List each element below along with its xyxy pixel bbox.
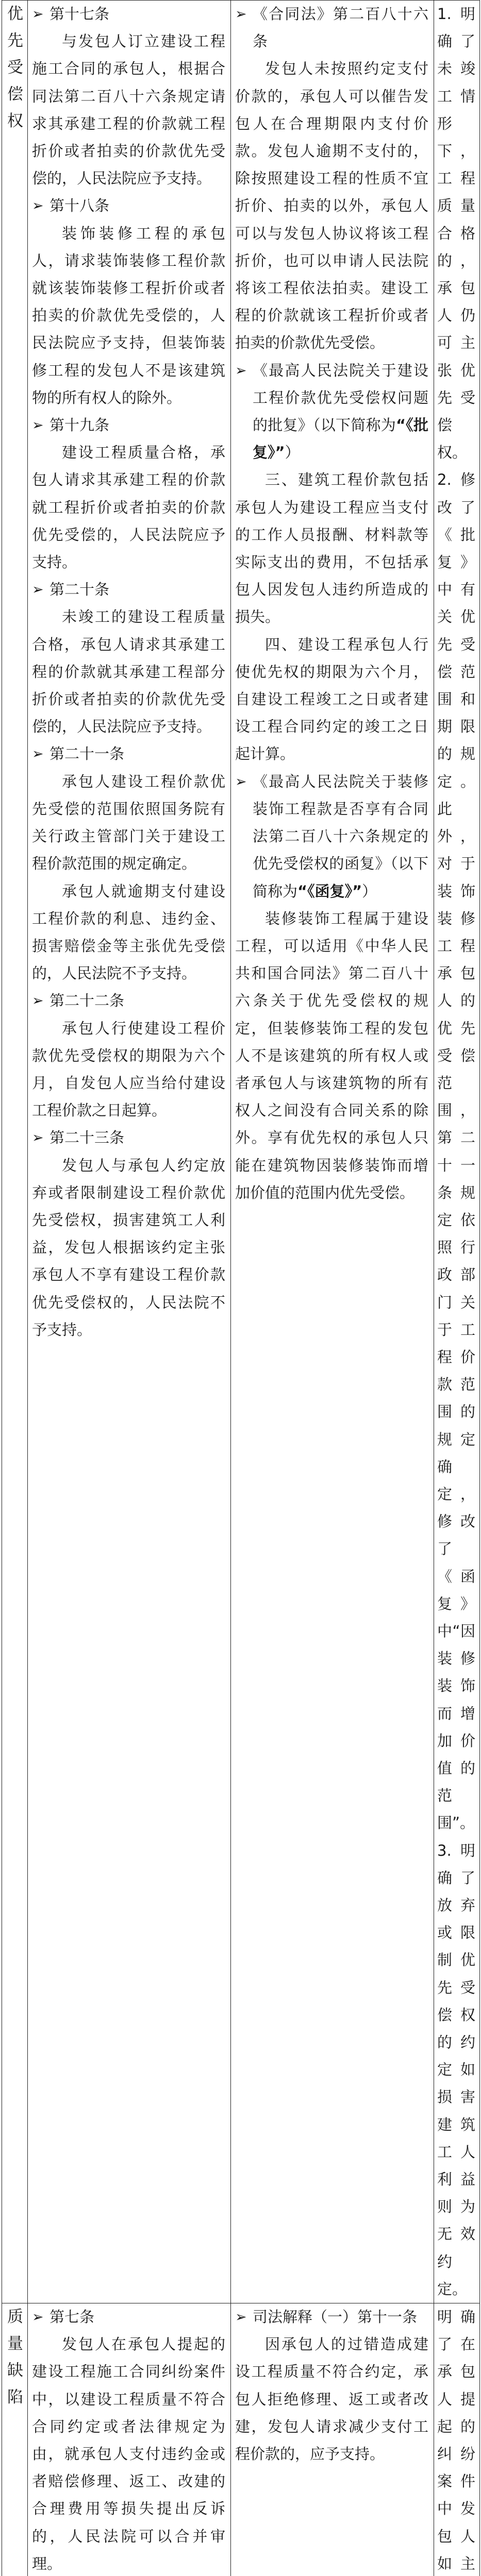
new-provisions-cell bbox=[28, 1, 231, 2303]
new-provisions-cell bbox=[28, 2303, 231, 2576]
article-text: 装饰装修工程的承包人，请求装饰装修工程价款就该装饰装修工程折价或者拍卖的价款优先受偿的，人民法院应予支持，但装饰装修工程的发包人不是该建筑物的所有权人的除外。 bbox=[32, 224, 225, 406]
article-heading: ➢ 第二十三条 bbox=[32, 1124, 225, 1151]
article-text: 建设工程质量合格，承包人请求其承建工程的价款就工程折价或者拍卖的价款优先受偿的，人民法院应予支持。 bbox=[32, 444, 225, 571]
bullet-arrow-icon: ➢ bbox=[235, 2309, 247, 2326]
note-text: 1.明确了未竣工情形下，工程质量合格的，承包人仍可主张优先受偿权。 bbox=[437, 5, 475, 462]
table-row-priority bbox=[2, 1, 480, 2303]
source-heading: ➢ 《合同法》第二百八十六条 bbox=[235, 1, 428, 55]
bullet-arrow-icon: ➢ bbox=[32, 1130, 44, 1146]
notes-cell bbox=[434, 1, 480, 2303]
article-heading: ➢ 第二十条 bbox=[32, 576, 225, 603]
bullet-arrow-icon: ➢ bbox=[32, 746, 44, 762]
source-text: 四、建设工程承包人行使优先权的期限为六个月，自建设工程竣工之日或者建设工程合同约定的竣工之日起计算。 bbox=[235, 635, 428, 763]
bullet-arrow-icon: ➢ bbox=[235, 6, 247, 22]
note-text: 2.修改了《批复》中有关优先受偿范围和期限的规定。此外，对于装饰装修工程承包人的优先受偿范围，第二十一条规定依照行政部门关于工程价款范围的规定确定，修改了《函复》中“因装修装饰而增加价值的范围”。 bbox=[437, 471, 475, 1832]
article-text: 承包人就逾期支付建设工程价款的利息、违约金、损害赔偿金等主张优先受偿的，人民法院不予支持。 bbox=[32, 882, 225, 982]
article-heading: ➢ 第二十一条 bbox=[32, 740, 225, 768]
short-name: “《批复》” bbox=[253, 416, 428, 462]
source-text: 装修装饰工程属于建设工程，可以适用《中华人民共和国合同法》第二百八十六条关于优先受偿权的规定，但装修装饰工程的发包人不是该建筑的所有权人或者承包人与该建筑物的所有权人之间没有合同关系的除外。享有优先权的承包人只能在建筑物因装修装饰而增加价值的范围内优先受偿。 bbox=[235, 909, 428, 1201]
bullet-arrow-icon: ➢ bbox=[32, 417, 44, 434]
article-heading: ➢ 第十七条 bbox=[32, 1, 225, 28]
article-heading: ➢ 第七条 bbox=[32, 2303, 225, 2331]
source-text: 三、建筑工程价款包括承包人为建设工程应当支付的工作人员报酬、材料款等实际支出的费用，不包括承包人因发包人违约所造成的损失。 bbox=[235, 471, 428, 626]
bullet-arrow-icon: ➢ bbox=[235, 773, 247, 790]
bullet-arrow-icon: ➢ bbox=[235, 362, 247, 379]
article-heading: ➢ 第十九条 bbox=[32, 412, 225, 439]
comparison-table bbox=[2, 0, 480, 2576]
bullet-arrow-icon: ➢ bbox=[32, 582, 44, 598]
category-label: 质量缺陷 bbox=[7, 2308, 23, 2407]
article-text: 发包人在承包人提起的建设工程施工合同纠纷案件中，以建设工程质量不符合合同约定或者法律规定为由，就承包人支付违约金或者赔偿修理、返工、改建的合理费用等损失提出反诉的，人民法院可以合并审理。 bbox=[32, 2335, 225, 2572]
category-cell bbox=[2, 2303, 28, 2576]
bullet-arrow-icon: ➢ bbox=[32, 2309, 44, 2326]
article-text: 未竣工的建设工程质量合格，承包人请求其承建工程的价款就其承建工程部分折价或者拍卖的价款优先受偿的，人民法院应予支持。 bbox=[32, 608, 225, 736]
article-heading: ➢ 第二十二条 bbox=[32, 987, 225, 1014]
short-name: “《函复》” bbox=[297, 882, 362, 900]
notes-cell bbox=[434, 2303, 480, 2576]
table-row-quality bbox=[2, 2303, 480, 2576]
old-provisions-cell bbox=[231, 2303, 434, 2576]
bullet-arrow-icon: ➢ bbox=[32, 198, 44, 214]
note-text: 明确了在承包人提起的纠纷案件中发包人如主 bbox=[437, 2308, 475, 2572]
article-heading: ➢ 第十八条 bbox=[32, 192, 225, 219]
old-provisions-cell bbox=[231, 1, 434, 2303]
source-heading: ➢ 《最高人民法院关于建设工程价款优先受偿权问题的批复》（以下简称为“《批复》”） bbox=[235, 357, 428, 467]
source-heading: ➢ 《最高人民法院关于装修装饰工程款是否享有合同法第二百八十六条规定的优先受偿权的函复》（以下简称为“《函复》”） bbox=[235, 768, 428, 905]
category-cell bbox=[2, 1, 28, 2303]
note-text: 3.明确了放弃或限制优先受偿权的约定如损害建筑工人利益则为无效约定。 bbox=[437, 1841, 475, 2298]
source-heading: ➢ 司法解释（一）第十一条 bbox=[235, 2303, 428, 2331]
source-text: 发包人未按照约定支付价款的，承包人可以催告发包人在合理期限内支付价款。发包人逾期不支付的，除按照建设工程的性质不宜折价、拍卖的以外，承包人可以与发包人协议将该工程折价，也可以申请人民法院将该工程依法拍卖。建设工程的价款就该工程折价或者拍卖的价款优先受偿。 bbox=[235, 60, 428, 352]
bullet-arrow-icon: ➢ bbox=[32, 993, 44, 1009]
source-text: 因承包人的过错造成建设工程质量不符合约定，承包人拒绝修理、返工或者改建，发包人请求减少支付工程价款的，应予支持。 bbox=[235, 2335, 428, 2463]
article-text: 与发包人订立建设工程施工合同的承包人，根据合同法第二百八十六条规定请求其承建工程的价款就工程折价或者拍卖的价款优先受偿的，人民法院应予支持。 bbox=[32, 32, 225, 188]
category-label: 优先受偿权 bbox=[7, 5, 23, 130]
article-text: 发包人与承包人约定放弃或者限制建设工程价款优先受偿权，损害建筑工人利益，发包人根据该约定主张承包人不享有建设工程价款优先受偿权的，人民法院不予支持。 bbox=[32, 1156, 225, 1338]
article-text: 承包人建设工程价款优先受偿的范围依照国务院有关行政主管部门关于建设工程价款范围的规定确定。 bbox=[32, 772, 225, 873]
bullet-arrow-icon: ➢ bbox=[32, 6, 44, 22]
article-text: 承包人行使建设工程价款优先受偿权的期限为六个月，自发包人应当给付建设工程价款之日起算。 bbox=[32, 1019, 225, 1120]
